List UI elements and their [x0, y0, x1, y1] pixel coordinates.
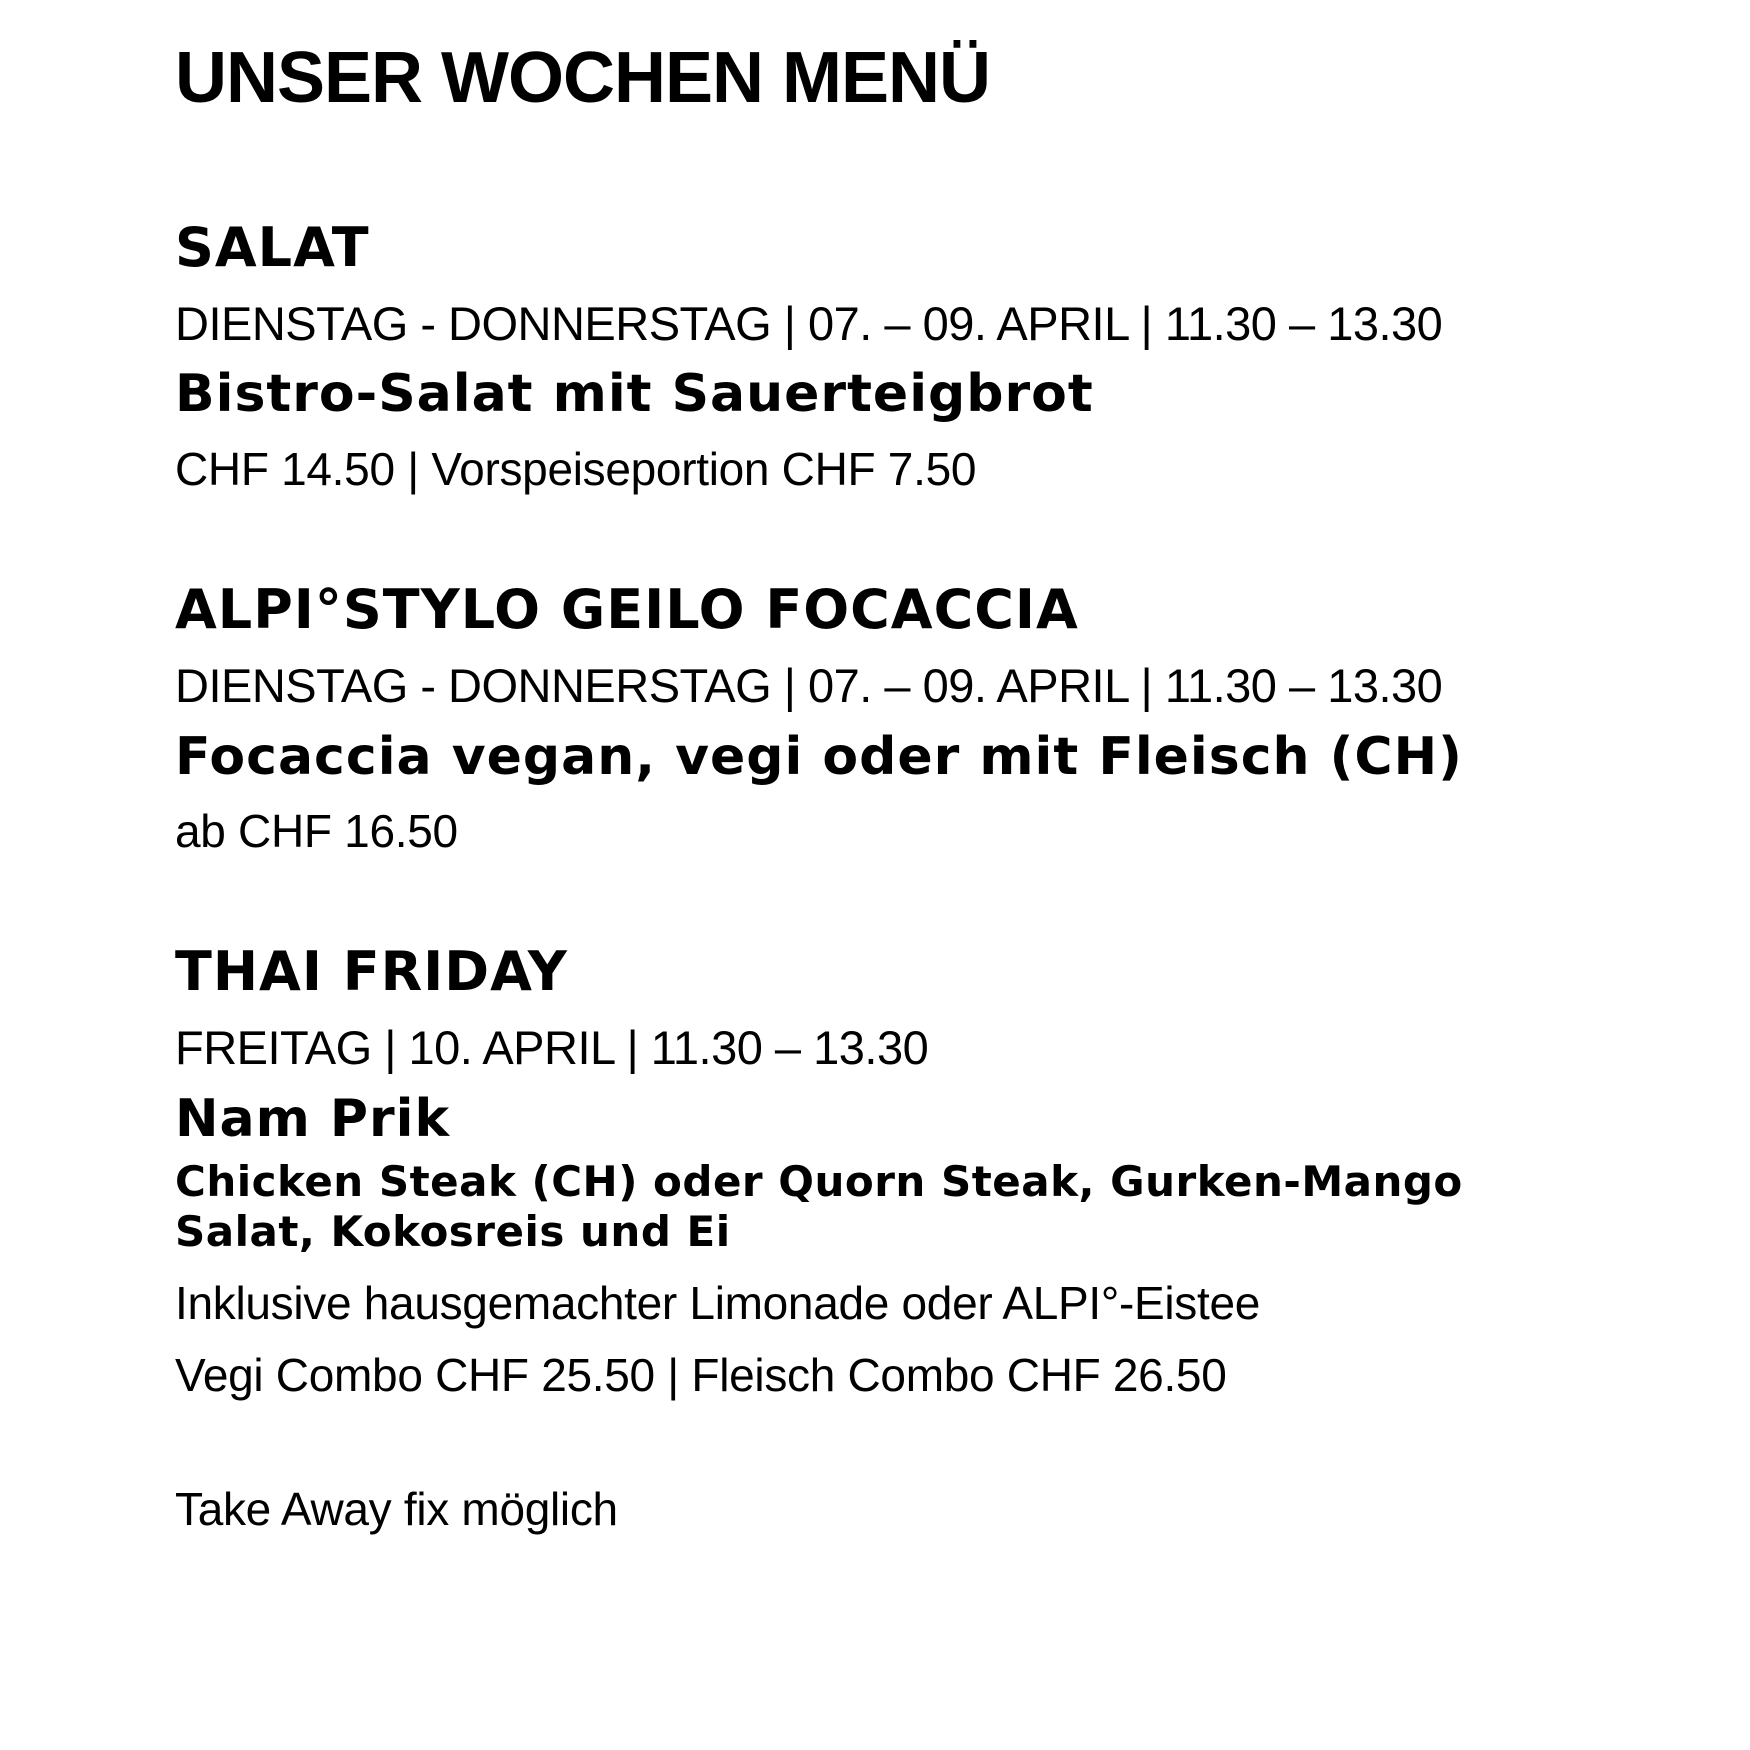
- dish-description-line-1: Chicken Steak (CH) oder Quorn Steak, Gurken-Mango: [175, 1157, 1463, 1206]
- dish-description-line-2: Salat, Kokosreis und Ei: [175, 1207, 731, 1256]
- section-heading-focaccia: ALPI°STYLO GEILO FOCACCIA: [175, 578, 1079, 641]
- take-away-note: Take Away fix möglich: [175, 1483, 618, 1535]
- dish-name-focaccia: Focaccia vegan, vegi oder mit Fleisch (CH): [175, 727, 1463, 787]
- section-schedule-focaccia: DIENSTAG - DONNERSTAG | 07. – 09. APRIL | 11.30 – 13.30: [175, 659, 1443, 712]
- dish-name-salat: Bistro-Salat mit Sauerteigbrot: [175, 364, 1094, 424]
- dish-name-thai-friday: Nam Prik: [175, 1089, 451, 1149]
- section-heading-salat: SALAT: [175, 216, 370, 279]
- includes-note: Inklusive hausgemachter Limonade oder ALPI°-Eistee: [175, 1277, 1261, 1329]
- price-focaccia: ab CHF 16.50: [175, 805, 458, 857]
- price-thai-friday: Vegi Combo CHF 25.50 | Fleisch Combo CHF 26.50: [175, 1349, 1227, 1401]
- price-salat: CHF 14.50 | Vorspeiseportion CHF 7.50: [175, 443, 977, 495]
- section-schedule-salat: DIENSTAG - DONNERSTAG | 07. – 09. APRIL | 11.30 – 13.30: [175, 297, 1443, 350]
- page-title: UNSER WOCHEN MENÜ: [175, 38, 991, 118]
- section-heading-thai-friday: THAI FRIDAY: [175, 940, 568, 1003]
- section-schedule-thai-friday: FREITAG | 10. APRIL | 11.30 – 13.30: [175, 1021, 929, 1074]
